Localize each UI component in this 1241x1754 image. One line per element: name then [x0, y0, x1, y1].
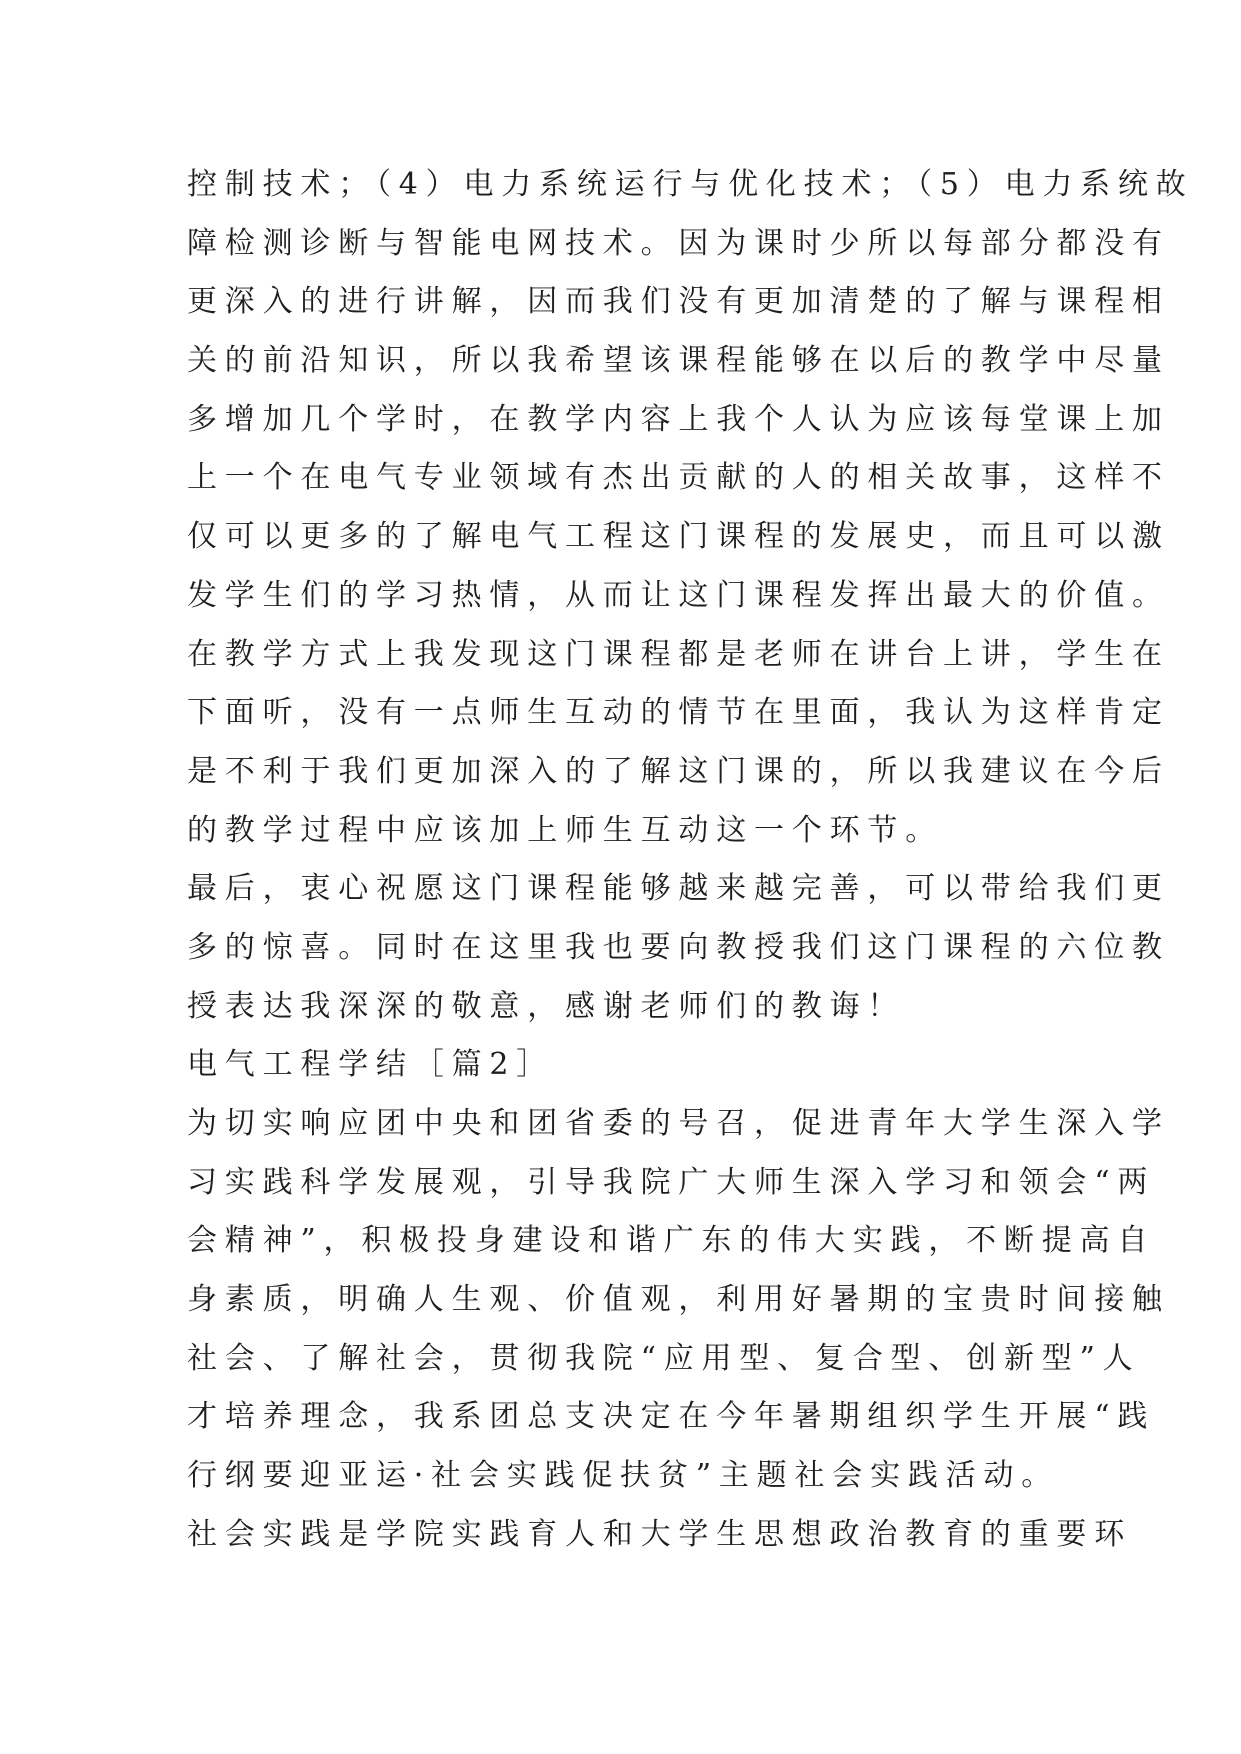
text-line: 控制技术；（4）电力系统运行与优化技术；（5）电力系统故 [187, 167, 1194, 202]
text-line: 为切实响应团中央和团省委的号召，促进青年大学生深入学 [187, 1106, 1170, 1141]
text-line: 仅可以更多的了解电气工程这门课程的发展史，而且可以激 [187, 519, 1170, 555]
text-line: 会精神”，积极投身建设和谐广东的伟大实践，不断提高自 [187, 1223, 1156, 1259]
text-line: 发学生们的学习热情，从而让这门课程发挥出最大的价值。 [187, 577, 1170, 613]
text-line: 授表达我深深的敬意，感谢老师们的教诲！ [187, 988, 906, 1024]
text-line: 社会实践是学院实践育人和大学生思想政治教育的重要环 [187, 1516, 1132, 1552]
text-line: 在教学方式上我发现这门课程都是老师在讲台上讲，学生在 [187, 636, 1170, 672]
text-line: 多增加几个学时，在教学内容上我个人认为应该每堂课上加 [187, 401, 1170, 437]
text-line: 关的前沿知识，所以我希望该课程能够在以后的教学中尽量 [187, 343, 1170, 379]
text-line: 下面听，没有一点师生互动的情节在里面，我认为这样肯定 [187, 695, 1170, 731]
text-line: 是不利于我们更加深入的了解这门课的，所以我建议在今后 [187, 753, 1170, 789]
text-line: 上一个在电气专业领域有杰出贡献的人的相关故事，这样不 [187, 460, 1170, 496]
text-line: 障检测诊断与智能电网技术。因为课时少所以每部分都没有 [187, 225, 1170, 261]
text-line: 的教学过程中应该加上师生互动这一个环节。 [187, 812, 943, 848]
text-line: 最后，衷心祝愿这门课程能够越来越完善，可以带给我们更 [187, 871, 1170, 907]
text-line: 更深入的进行讲解，因而我们没有更加清楚的了解与课程相 [187, 284, 1170, 320]
text-line: 行纲要迎亚运·社会实践促扶贫”主题社会实践活动。 [187, 1458, 1060, 1494]
text-line: 多的惊喜。同时在这里我也要向教授我们这门课程的六位教 [187, 929, 1170, 965]
text-line: 才培养理念，我系团总支决定在今年暑期组织学生开展“践 [187, 1399, 1156, 1435]
text-line: 习实践科学发展观，引导我院广大师生深入学习和领会“两 [187, 1164, 1156, 1200]
section-heading: 电气工程学结［篇2］ [187, 1047, 555, 1083]
text-line: 身素质，明确人生观、价值观，利用好暑期的宝贵时间接触 [187, 1282, 1170, 1318]
text-line: 社会、了解社会，贯彻我院“应用型、复合型、创新型”人 [187, 1340, 1141, 1376]
document-body [187, 156, 1194, 1565]
